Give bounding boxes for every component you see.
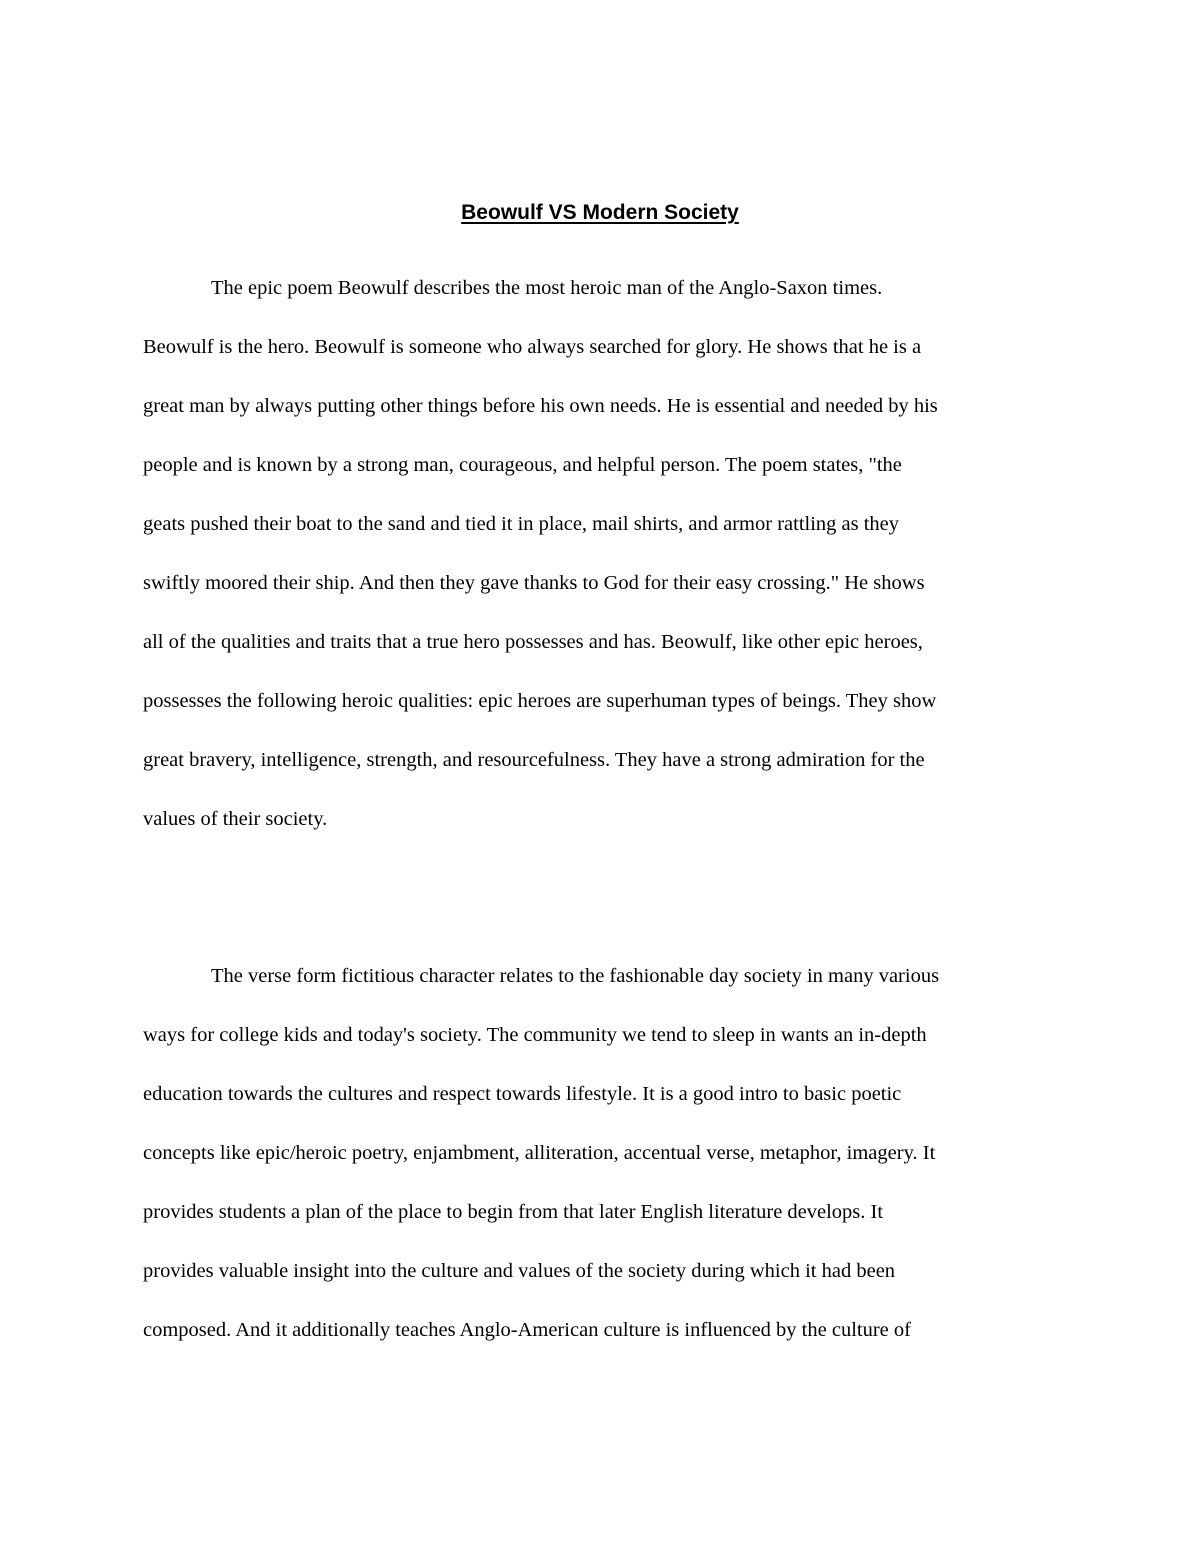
- text-line: ways for college kids and today's society. The community we tend to sleep in wants an in-depth: [143, 1024, 927, 1046]
- text-line: The epic poem Beowulf describes the most heroic man of the Anglo-Saxon times.: [211, 277, 883, 299]
- text-line: concepts like epic/heroic poetry, enjambment, alliteration, accentual verse, metaphor, imagery. It: [143, 1142, 936, 1164]
- text-line: swiftly moored their ship. And then they gave thanks to God for their easy crossing." He shows: [143, 572, 925, 594]
- text-line: Beowulf is the hero. Beowulf is someone who always searched for glory. He shows that he is a: [143, 336, 922, 358]
- text-line: great bravery, intelligence, strength, and resourcefulness. They have a strong admiration for the: [143, 749, 925, 771]
- text-line: people and is known by a strong man, courageous, and helpful person. The poem states, "the: [143, 454, 902, 476]
- text-line: provides students a plan of the place to begin from that later English literature develops. It: [143, 1201, 884, 1223]
- text-line: values of their society.: [143, 808, 328, 830]
- document-title: Beowulf VS Modern Society: [461, 201, 739, 224]
- text-line: composed. And it additionally teaches Anglo-American culture is influenced by the culture of: [143, 1319, 911, 1341]
- text-line: great man by always putting other things before his own needs. He is essential and needed by his: [143, 395, 938, 417]
- text-line: all of the qualities and traits that a true hero possesses and has. Beowulf, like other epic heroes,: [143, 631, 923, 653]
- text-line: possesses the following heroic qualities: epic heroes are superhuman types of beings. They show: [143, 690, 937, 712]
- text-line: The verse form fictitious character relates to the fashionable day society in many various: [211, 965, 940, 987]
- paragraph-1: [143, 259, 1073, 849]
- text-line: provides valuable insight into the culture and values of the society during which it had been: [143, 1260, 896, 1282]
- paragraph-2: [143, 947, 1073, 1360]
- text-line: education towards the cultures and respect towards lifestyle. It is a good intro to basic poetic: [143, 1083, 902, 1105]
- text-line: geats pushed their boat to the sand and tied it in place, mail shirts, and armor rattling as they: [143, 513, 900, 535]
